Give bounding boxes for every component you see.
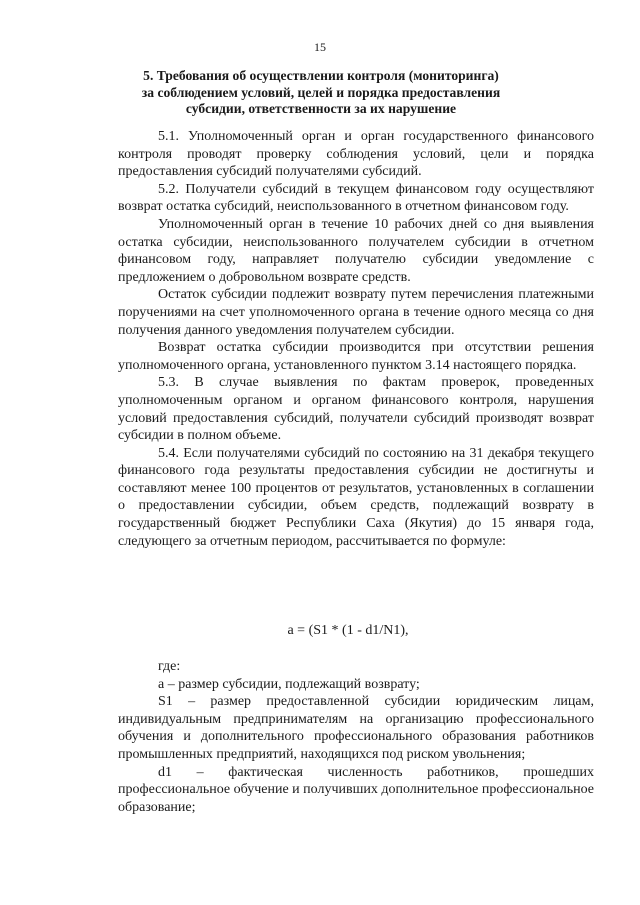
paragraph-return-condition: Возврат остатка субсидии производится при отсутствии решения уполномоченного органа, установленного пунктом 3.14 настоящего порядка. [118, 340, 594, 373]
paragraph-5-1: 5.1. Уполномоченный орган и орган государственного финансового контроля проводят проверку соблюдения условий, цели и порядка предоставления субсидий получателями субсидий. [118, 129, 594, 180]
paragraph-5-2: 5.2. Получатели субсидий в текущем финансовом году осуществляют возврат остатка субсидий, неиспользованного в отчетном финансовом году. [118, 181, 594, 215]
definition-a: а – размер субсидии, подлежащий возврату; [158, 676, 420, 692]
section-heading-line: субсидии, ответственности за их нарушение [185, 101, 457, 116]
paragraph-return-payment: Остаток субсидии подлежит возврату путем перечисления платежными поручениями на счет уполномоченного органа в течение одного месяца со дня получения данного уведомления получателем субсидии. [118, 287, 594, 338]
section-heading-line: за соблюдением условий, целей и порядка предоставления [141, 84, 501, 100]
paragraph-notification: Уполномоченный орган в течение 10 рабочих дней со дня выявления остатка субсидии, неиспользованного получателем субсидии в отчетном финансовом году, направляет получателю субсидии уведомление с предложением о добровольном возврате средств. [118, 216, 594, 285]
section-heading [118, 68, 524, 118]
page-number: 15 [314, 40, 326, 54]
definition-s1: S1 – размер предоставленной субсидии юридическим лицам, индивидуальным предпринимателям на организацию профессионального обучения и дополнительного профессионального образования работников промышленных предприятий, находящихся под риском увольнения; [118, 694, 594, 762]
section-heading-line: 5. Требования об осуществлении контроля (мониторинга) [143, 68, 499, 83]
paragraph-5-3: 5.3. В случае выявления по фактам проверок, проведенных уполномоченным органом и органом финансового контроля, нарушения условий предоставления субсидий, получатели субсидий производят возврат субсидии в полном объеме. [118, 375, 594, 444]
return-formula: а = (S1 * (1 - d1/N1), [287, 623, 409, 638]
formula-definitions [118, 658, 594, 816]
section-body [118, 128, 594, 550]
paragraph-5-4: 5.4. Если получателями субсидий по состоянию на 31 декабря текущего финансового года результаты предоставления субсидии не достигнуты и составляют менее 100 процентов от результатов, установленных в соглашении о предоставлении субсидии, объем средств, подлежащий возврату в государственный бюджет Республики Саха (Якутия) до 15 января года, следующего за отчетным периодом, рассчитывается по формуле: [118, 445, 594, 549]
definition-d1: d1 – фактическая численность работников, прошедших профессиональное обучение и получивших дополнительное профессиональное образование; [118, 764, 594, 815]
definition-where: где: [158, 659, 181, 674]
